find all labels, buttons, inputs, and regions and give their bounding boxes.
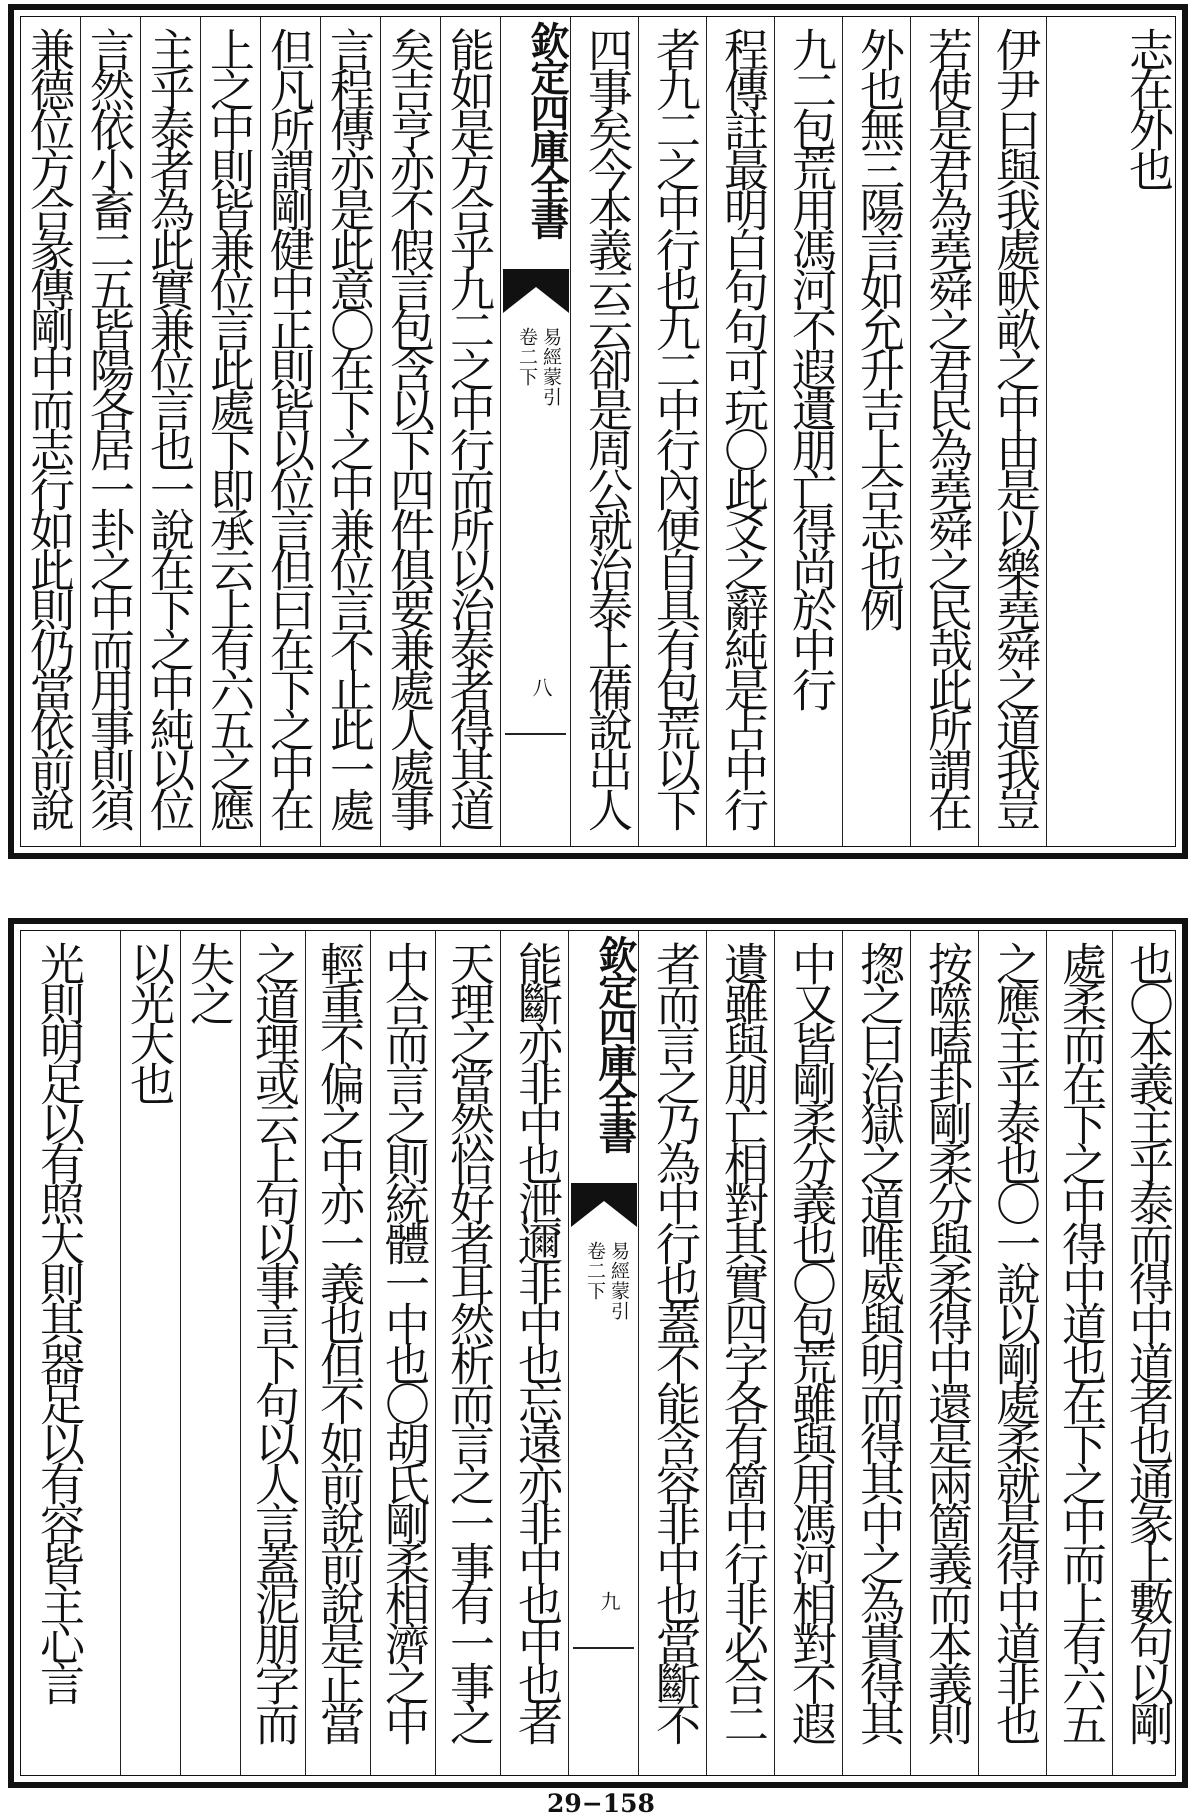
column-text: 按噬嗑卦剛柔分與柔得中還是兩箇義而本義則 (920, 941, 973, 1741)
text-column (843, 931, 911, 1775)
column-text: 能斷亦非中也泄邇非中也忘遠亦非中也中也者 (510, 941, 563, 1741)
text-column (911, 931, 979, 1775)
text-column (571, 17, 639, 846)
text-column (501, 931, 569, 1775)
book-info (569, 1241, 638, 1501)
column-text: 九二包荒用馮河不遐遺朋亡得尚於中行 (784, 27, 837, 707)
column-text: 兼德位方合彖傳剛中而志行如此則仍當依前說 (22, 27, 75, 827)
text-column (436, 931, 501, 1775)
column-text: 處柔而在下之中得中道也在下之中而上有六五 (1054, 941, 1107, 1741)
text-column (979, 17, 1047, 846)
top-page-columns (20, 16, 1176, 847)
column-text: 失之 (182, 941, 235, 1021)
text-column (261, 17, 321, 846)
column-text: 天理之當然恰好者耳然析而言之一事有一事之 (442, 941, 495, 1741)
leaf-number: 九 (597, 1591, 621, 1611)
text-column (639, 931, 707, 1775)
column-text: 者而言之乃為中行也蓋不能含容非中也當斷不 (648, 941, 701, 1741)
bottom-page-columns (20, 930, 1176, 1776)
leaf-number: 八 (529, 677, 553, 697)
column-text: 若使是君為堯舜之君民為堯舜之民哉此所謂在 (920, 27, 973, 827)
column-text: 中合而言之則統體一中也〇胡氏剛柔相濟之中 (377, 941, 430, 1741)
column-text: 之應主乎泰也〇一說以剛處柔就是得中道非也 (988, 941, 1041, 1741)
column-text: 言然依小畜二五皆陽各居一卦之中而用事則須 (82, 27, 135, 827)
text-column (1047, 931, 1113, 1775)
text-column (321, 17, 381, 846)
text-column (21, 931, 121, 1775)
volume-label: 卷二下 (516, 327, 538, 387)
text-column (306, 931, 371, 1775)
text-column (707, 17, 775, 846)
column-text: 上之中則皆兼位言此處下即承云上有六五之應 (202, 27, 255, 827)
text-column (639, 17, 707, 846)
text-column (201, 17, 261, 846)
divider (573, 1647, 634, 1649)
column-text: 者九二之中行也九二中行內便自具有包荒以下 (648, 27, 701, 827)
text-column (441, 17, 501, 846)
divider (505, 733, 566, 735)
column-text: 揔之曰治獄之道唯威與明而得其中之為貴得其 (852, 941, 905, 1741)
text-column (775, 17, 843, 846)
text-column (911, 17, 979, 846)
column-text: 但凡所謂剛健中正則皆以位言但曰在下之中在 (262, 27, 315, 827)
header-title: 欽定四庫全書 (524, 21, 570, 237)
column-text: 之道理或云上句以事言下句以人言蓋泥朋字而 (247, 941, 300, 1741)
text-column (181, 931, 241, 1775)
column-text: 中又皆剛柔分義也〇包荒雖與用馮河相對不遐 (784, 941, 837, 1741)
header-title: 欽定四庫全書 (592, 935, 638, 1151)
book-title: 易經蒙引 (540, 327, 562, 407)
text-column (381, 17, 441, 846)
page-number: 29−158 (547, 1789, 655, 1818)
column-text: 也〇本義主乎泰而得中道者也通彖上數句以剛 (1121, 941, 1174, 1741)
column-text: 以光大也 (122, 941, 175, 1101)
column-text: 能如是方合乎九二之中行而所以治泰者得其道 (442, 27, 495, 827)
text-column (121, 931, 181, 1775)
bottom-page-frame (8, 918, 1188, 1788)
fishtail-mark (569, 1183, 639, 1227)
center-fold-column (501, 17, 571, 846)
column-text: 志在外也 (1121, 27, 1174, 187)
top-page-frame (8, 4, 1188, 859)
text-column (707, 931, 775, 1775)
text-column (241, 931, 306, 1775)
column-text: 光則明足以有照大則其器足以有容皆主心言 (32, 941, 85, 1701)
column-text: 矣吉亨亦不假言包含以下四件俱要兼處人處事 (382, 27, 435, 827)
text-column (141, 17, 201, 846)
text-column (775, 931, 843, 1775)
column-text: 遺雖與朋亡相對其實四字各有箇中行非必合二 (716, 941, 769, 1741)
column-text: 四事矣今本義云云卻是周公就治泰上備說出人 (580, 27, 633, 827)
column-text: 程傳註最明白句句可玩〇此爻之辭純是占中行 (716, 27, 769, 827)
text-column (1113, 931, 1179, 1775)
column-text: 主乎泰者為此實兼位言也一說在下之中純以位 (142, 27, 195, 827)
column-text: 言程傳亦是此意〇在下之中兼位言不止此一處 (322, 27, 375, 827)
text-column (1047, 17, 1179, 846)
volume-label: 卷二下 (584, 1241, 606, 1301)
text-column (21, 17, 81, 846)
column-text: 輕重不偏之中亦一義也但不如前說前說是正當 (312, 941, 365, 1741)
book-title: 易經蒙引 (608, 1241, 630, 1321)
text-column (843, 17, 911, 846)
center-fold-column (569, 931, 639, 1775)
text-column (371, 931, 436, 1775)
book-info (501, 327, 570, 587)
fishtail-mark (501, 269, 571, 313)
column-text: 外也無三陽言如允升吉上合志也例 (852, 27, 905, 627)
text-column (81, 17, 141, 846)
column-text: 伊尹曰與我處畎畝之中由是以樂堯舜之道我豈 (988, 27, 1041, 827)
text-column (979, 931, 1047, 1775)
